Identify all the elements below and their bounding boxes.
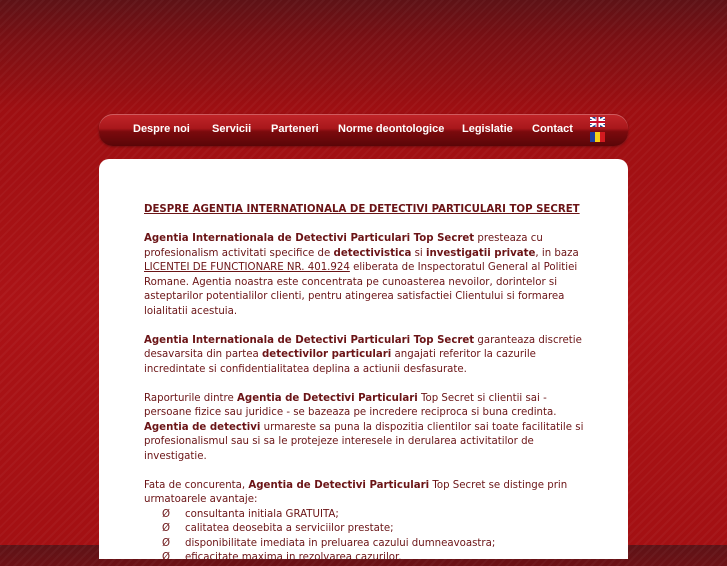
list-item-text: calitatea deosebita a serviciilor prestate;: [185, 523, 394, 534]
bullet-icon: Ø: [162, 523, 171, 534]
nav-contact[interactable]: Contact: [532, 123, 573, 135]
page-title: DESPRE AGENTIA INTERNATIONALA DE DETECTIVI PARTICULARI TOP SECRET: [144, 204, 580, 215]
bold-text: detectivistica: [333, 247, 412, 259]
text-span: Raporturile dintre: [144, 392, 238, 404]
paragraph-intro: [144, 232, 584, 319]
text-span: eliberata de Inspectoratul General al Politiei Romane. Agentia noastra este concentrata pe cunoasterea nevoilor, dorintelor si asteptarilor potentialilor clienti, pentru atingerea satisfactiei Clientului si formarea loialitatii acestuia.: [144, 262, 578, 317]
bold-text: investigatii private: [426, 247, 536, 259]
list-item: [144, 551, 584, 566]
ro-flag-icon[interactable]: [590, 132, 605, 142]
bold-text: Agentia Internationala de Detectivi Particulari Top Secret: [144, 233, 475, 244]
list-item-text: eficacitate maxima in rezolvarea cazurilor.: [185, 552, 402, 563]
text-span: Fata de concurenta,: [144, 479, 249, 491]
paragraph-discretion: [144, 334, 584, 378]
text-span: presteaza cu profesionalism activitati specifice de: [144, 233, 543, 259]
bold-text: detectivilor particulari: [262, 349, 392, 360]
nav-parteneri[interactable]: Parteneri: [271, 123, 319, 135]
text-span: angajati referitor la cazurile incredintate si confidentialitatea deplina a actiunii desfasurate.: [144, 349, 536, 375]
text-span: Top Secret si clientii sai - persoane fizice sau juridice - se bazeaza pe incredere reciproca si buna credinta.: [144, 392, 557, 418]
article: [144, 203, 584, 566]
bold-text: Agentia de detectivi: [144, 421, 261, 433]
license-link[interactable]: LICENTEI DE FUNCTIONARE NR. 401.924: [144, 262, 350, 273]
list-item: [144, 537, 584, 552]
bullet-icon: Ø: [162, 508, 171, 520]
paragraph-advantages: [144, 479, 584, 508]
text-span: garanteaza discretie desavarsita din partea: [144, 334, 582, 360]
uk-flag-icon[interactable]: [590, 117, 605, 127]
text-span: urmareste sa puna la dispozitia clientilor sai toate facilitatile si profesionalismul sau si sa le protejeze interesele in derularea activitatilor de investigatie.: [144, 421, 584, 462]
bold-text: Agentia Internationala de Detectivi Particulari Top Secret: [144, 334, 475, 346]
bullet-icon: Ø: [162, 537, 171, 549]
list-item-text: consultanta initiala GRATUITA;: [185, 508, 339, 520]
bold-text: Agentia de Detectivi Particulari: [237, 392, 418, 404]
list-item: [144, 522, 584, 537]
bullet-icon: Ø: [162, 552, 171, 563]
advantages-list: [144, 508, 584, 566]
text-span: Top Secret se distinge prin urmatoarele avantaje:: [144, 479, 568, 505]
nav-servicii[interactable]: Servicii: [212, 123, 252, 135]
list-item-text: disponibilitate imediata in preluarea cazului dumneavoastra;: [185, 537, 496, 549]
nav-norme-deontologice[interactable]: Norme deontologice: [338, 123, 445, 135]
text-span: si: [411, 247, 427, 259]
nav-despre-noi[interactable]: Despre noi: [133, 123, 190, 135]
bold-text: Agentia de Detectivi Particulari: [248, 479, 430, 491]
main-nav: [99, 114, 628, 146]
text-span: , in baza: [535, 247, 579, 259]
nav-legislatie[interactable]: Legislatie: [462, 123, 513, 135]
list-item: [144, 508, 584, 523]
paragraph-relations: [144, 392, 584, 465]
